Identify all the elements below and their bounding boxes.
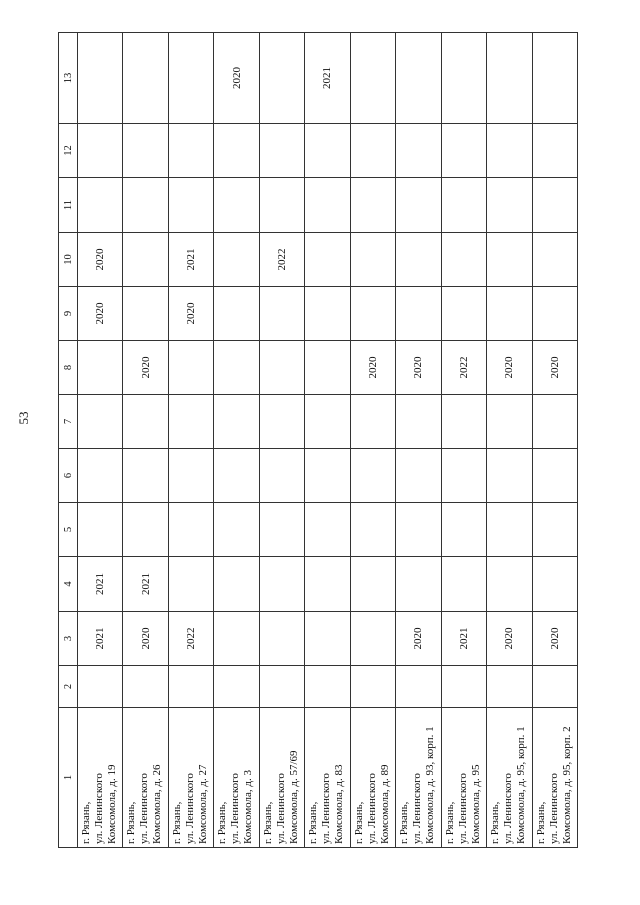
address-line: ул. Ленинского [320,773,333,844]
address-cell [350,708,395,848]
column-number-11: 11 [59,178,78,233]
value-cell-col-8: 2020 [487,341,532,395]
address-line: г. Рязань, [398,801,411,844]
value-cell-col-5 [78,503,123,557]
value-cell-col-9 [532,287,577,341]
value-cell-col-13 [123,33,168,124]
value-cell-col-3 [214,612,259,666]
value-cell-col-9: 2020 [168,287,213,341]
value-cell-col-13 [396,33,441,124]
address-cell [259,708,304,848]
address-line: г. Рязань, [170,801,183,844]
value-cell-col-5 [214,503,259,557]
value-cell-col-12 [441,124,486,178]
table-row [305,33,350,848]
value-cell-col-9: 2020 [78,287,123,341]
address-line: г. Рязань, [489,801,502,844]
address-line: г. Рязань, [80,801,92,844]
value-cell-col-11 [305,178,350,233]
address-line: Комсомола, д. 95, корп. 1 [515,726,528,844]
value-cell-col-4 [305,557,350,612]
value-cell-col-7 [396,395,441,449]
address-line: г. Рязань, [443,801,456,844]
value-cell-col-4: 2021 [78,557,123,612]
column-number-2: 2 [59,666,78,708]
address-line: Комсомола, д. 26 [151,764,164,844]
value-cell-col-6 [123,449,168,503]
value-cell-col-9 [305,287,350,341]
column-number-4: 4 [59,557,78,612]
address-line: Комсомола, д. 95, корп. 2 [560,726,573,844]
value-cell-col-5 [305,503,350,557]
address-line: Комсомола, д. 57/69 [287,750,300,844]
value-cell-col-10: 2020 [78,233,123,287]
value-cell-col-7 [123,395,168,449]
value-cell-col-8: 2022 [441,341,486,395]
value-cell-col-12 [305,124,350,178]
address-line: ул. Ленинского [183,773,196,844]
address-line: ул. Ленинского [138,773,151,844]
address-line: г. Рязань, [307,801,320,844]
table-row [168,33,213,848]
column-number-8: 8 [59,341,78,395]
value-cell-col-2 [168,666,213,708]
address-line: Комсомола, д. 95 [469,764,482,844]
address-line: Комсомола, д. 27 [196,764,209,844]
rotated-table-container [58,33,578,848]
value-cell-col-12 [259,124,304,178]
value-cell-col-4 [350,557,395,612]
column-number-1: 1 [59,708,78,848]
value-cell-col-4 [168,557,213,612]
value-cell-col-6 [396,449,441,503]
value-cell-col-6 [214,449,259,503]
value-cell-col-7 [259,395,304,449]
value-cell-col-10: 2021 [168,233,213,287]
address-line: г. Рязань, [125,801,138,844]
address-line: Комсомола, д. 83 [333,764,346,844]
value-cell-col-8 [259,341,304,395]
value-cell-col-8: 2020 [350,341,395,395]
value-cell-col-5 [350,503,395,557]
value-cell-col-8 [305,341,350,395]
value-cell-col-4 [532,557,577,612]
value-cell-col-6 [350,449,395,503]
value-cell-col-2 [259,666,304,708]
address-cell [78,708,123,848]
value-cell-col-7 [305,395,350,449]
address-cell [168,708,213,848]
value-cell-col-5 [396,503,441,557]
value-cell-col-6 [441,449,486,503]
value-cell-col-11 [168,178,213,233]
value-cell-col-2 [396,666,441,708]
value-cell-col-12 [532,124,577,178]
value-cell-col-11 [396,178,441,233]
value-cell-col-2 [78,666,123,708]
value-cell-col-10: 2022 [259,233,304,287]
value-cell-col-3: 2021 [78,612,123,666]
value-cell-col-13: 2020 [214,33,259,124]
address-line: ул. Ленинского [456,773,469,844]
value-cell-col-11 [214,178,259,233]
address-cell [305,708,350,848]
value-cell-col-7 [350,395,395,449]
value-cell-col-7 [168,395,213,449]
column-number-10: 10 [59,233,78,287]
value-cell-col-11 [487,178,532,233]
column-number-5: 5 [59,503,78,557]
value-cell-col-9 [441,287,486,341]
value-cell-col-8: 2020 [532,341,577,395]
schedule-table [58,32,578,848]
value-cell-col-3: 2020 [532,612,577,666]
address-line: г. Рязань, [534,801,547,844]
address-cell [214,708,259,848]
value-cell-col-2 [441,666,486,708]
value-cell-col-2 [305,666,350,708]
value-cell-col-3: 2020 [487,612,532,666]
value-cell-col-11 [78,178,123,233]
table-row [214,33,259,848]
address-line: ул. Ленинского [93,773,105,844]
value-cell-col-10 [350,233,395,287]
column-number-6: 6 [59,449,78,503]
value-cell-col-2 [350,666,395,708]
value-cell-col-13 [78,33,123,124]
value-cell-col-5 [259,503,304,557]
value-cell-col-3: 2020 [123,612,168,666]
value-cell-col-12 [214,124,259,178]
value-cell-col-4: 2021 [123,557,168,612]
value-cell-col-12 [168,124,213,178]
value-cell-col-10 [487,233,532,287]
value-cell-col-6 [532,449,577,503]
table-row [487,33,532,848]
address-line: Комсомола, д. 89 [378,764,391,844]
value-cell-col-3: 2020 [396,612,441,666]
value-cell-col-4 [441,557,486,612]
value-cell-col-8 [78,341,123,395]
column-number-3: 3 [59,612,78,666]
value-cell-col-4 [487,557,532,612]
value-cell-col-8 [214,341,259,395]
value-cell-col-10 [214,233,259,287]
value-cell-col-9 [487,287,532,341]
value-cell-col-8 [168,341,213,395]
address-line: г. Рязань, [261,801,274,844]
value-cell-col-5 [123,503,168,557]
value-cell-col-13 [441,33,486,124]
address-line: ул. Ленинского [547,773,560,844]
value-cell-col-5 [532,503,577,557]
value-cell-col-10 [441,233,486,287]
value-cell-col-2 [214,666,259,708]
value-cell-col-11 [532,178,577,233]
value-cell-col-7 [78,395,123,449]
table-row [350,33,395,848]
value-cell-col-5 [168,503,213,557]
address-line: ул. Ленинского [411,773,424,844]
value-cell-col-7 [532,395,577,449]
value-cell-col-8: 2020 [396,341,441,395]
value-cell-col-8: 2020 [123,341,168,395]
value-cell-col-9 [350,287,395,341]
value-cell-col-12 [350,124,395,178]
table-row [123,33,168,848]
page-number: 53 [16,411,31,425]
value-cell-col-5 [441,503,486,557]
value-cell-col-10 [123,233,168,287]
value-cell-col-2 [487,666,532,708]
address-line: Комсомола, д. 93, корп. 1 [424,726,437,844]
value-cell-col-13 [532,33,577,124]
value-cell-col-13: 2021 [305,33,350,124]
column-number-9: 9 [59,287,78,341]
value-cell-col-11 [350,178,395,233]
value-cell-col-3: 2022 [168,612,213,666]
value-cell-col-9 [214,287,259,341]
column-number-13: 13 [59,33,78,124]
value-cell-col-10 [305,233,350,287]
value-cell-col-4 [259,557,304,612]
value-cell-col-9 [259,287,304,341]
value-cell-col-6 [487,449,532,503]
column-number-row [59,33,78,848]
value-cell-col-6 [305,449,350,503]
value-cell-col-11 [259,178,304,233]
address-line: ул. Ленинского [365,773,378,844]
value-cell-col-12 [487,124,532,178]
address-line: ул. Ленинского [274,773,287,844]
value-cell-col-4 [396,557,441,612]
value-cell-col-6 [259,449,304,503]
column-number-7: 7 [59,395,78,449]
value-cell-col-4 [214,557,259,612]
value-cell-col-10 [532,233,577,287]
address-cell [441,708,486,848]
table-row [78,33,123,848]
value-cell-col-13 [259,33,304,124]
column-number-12: 12 [59,124,78,178]
table-row [396,33,441,848]
value-cell-col-7 [441,395,486,449]
address-cell [532,708,577,848]
address-cell [487,708,532,848]
value-cell-col-12 [396,124,441,178]
value-cell-col-13 [168,33,213,124]
table-row [532,33,577,848]
address-line: ул. Ленинского [229,773,242,844]
value-cell-col-13 [350,33,395,124]
value-cell-col-3 [305,612,350,666]
table-row [441,33,486,848]
value-cell-col-3: 2021 [441,612,486,666]
value-cell-col-11 [123,178,168,233]
value-cell-col-2 [123,666,168,708]
value-cell-col-7 [487,395,532,449]
value-cell-col-12 [123,124,168,178]
address-cell [396,708,441,848]
address-line: г. Рязань, [216,801,229,844]
value-cell-col-6 [168,449,213,503]
table-inner [58,33,578,848]
value-cell-col-12 [78,124,123,178]
value-cell-col-3 [259,612,304,666]
value-cell-col-3 [350,612,395,666]
address-line: ул. Ленинского [502,773,515,844]
address-line: г. Рязань, [352,801,365,844]
value-cell-col-11 [441,178,486,233]
value-cell-col-9 [123,287,168,341]
address-cell [123,708,168,848]
value-cell-col-7 [214,395,259,449]
value-cell-col-10 [396,233,441,287]
value-cell-col-5 [487,503,532,557]
table-row [259,33,304,848]
value-cell-col-2 [532,666,577,708]
value-cell-col-9 [396,287,441,341]
address-line: Комсомола, д. 3 [242,770,255,844]
address-line: Комсомола, д. 19 [106,764,118,844]
value-cell-col-6 [78,449,123,503]
value-cell-col-13 [487,33,532,124]
